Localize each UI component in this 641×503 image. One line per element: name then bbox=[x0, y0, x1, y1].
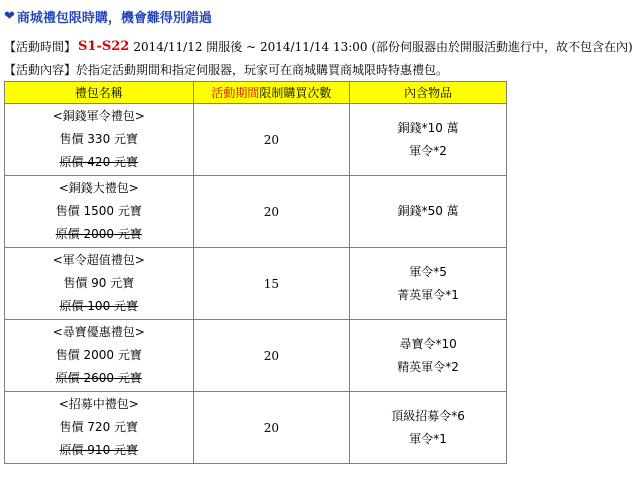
event-time-label: 【活動時間】 bbox=[4, 39, 77, 54]
heart-icon: ❤ bbox=[4, 8, 15, 24]
pack-original-price: 原價 100 元寶 bbox=[59, 299, 139, 313]
content-item: 精英軍令*2 bbox=[397, 359, 459, 374]
pack-sale-price: 售價 2000 元寶 bbox=[55, 348, 142, 362]
server-range: S1-S22 bbox=[78, 38, 130, 54]
pack-sale-price: 售價 330 元寶 bbox=[59, 132, 139, 146]
purchase-limit-cell: 15 bbox=[193, 248, 350, 320]
header-purchase-limit bbox=[193, 82, 350, 104]
content-item: 菁英軍令*1 bbox=[397, 287, 459, 302]
header-limit-rest: 限制購買次數 bbox=[259, 86, 332, 100]
pack-original-price: 原價 420 元寶 bbox=[59, 155, 139, 169]
content-item: 軍令*2 bbox=[409, 143, 447, 158]
event-content-line bbox=[4, 60, 448, 78]
pack-name-cell bbox=[5, 392, 194, 464]
purchase-limit-cell: 20 bbox=[193, 320, 350, 392]
contents-cell bbox=[350, 104, 507, 176]
table-row bbox=[5, 320, 507, 392]
pack-sale-price: 售價 720 元寶 bbox=[59, 420, 139, 434]
table-header-row bbox=[5, 82, 507, 104]
page-title bbox=[4, 6, 212, 26]
contents-cell bbox=[350, 392, 507, 464]
table-row bbox=[5, 104, 507, 176]
content-item: 銅錢*50 萬 bbox=[397, 204, 459, 218]
purchase-limit-cell: 20 bbox=[193, 176, 350, 248]
pack-sale-price: 售價 1500 元寶 bbox=[55, 204, 142, 218]
pack-name-cell bbox=[5, 320, 194, 392]
event-content-text: 於指定活動期間和指定伺服器，玩家可在商城購買商城限時特惠禮包。 bbox=[76, 62, 449, 77]
pack-name: <銅錢軍令禮包> bbox=[52, 109, 145, 123]
table-row bbox=[5, 248, 507, 320]
contents-cell bbox=[350, 320, 507, 392]
pack-name: <銅錢大禮包> bbox=[58, 181, 139, 195]
pack-original-price: 原價 910 元寶 bbox=[59, 443, 139, 457]
pack-original-price: 原價 2000 元寶 bbox=[55, 227, 142, 241]
gift-pack-table bbox=[4, 81, 507, 464]
pack-name: <尋寶優惠禮包> bbox=[52, 325, 145, 339]
pack-name-cell bbox=[5, 176, 194, 248]
pack-name-cell bbox=[5, 104, 194, 176]
table-row bbox=[5, 176, 507, 248]
pack-name-cell bbox=[5, 248, 194, 320]
content-item: 軍令*1 bbox=[409, 431, 447, 446]
event-time-line bbox=[4, 37, 633, 55]
purchase-limit-cell: 20 bbox=[193, 104, 350, 176]
pack-name: <招募中禮包> bbox=[58, 397, 139, 411]
purchase-limit-cell: 20 bbox=[193, 392, 350, 464]
contents-cell bbox=[350, 176, 507, 248]
event-time-detail: 2014/11/12 開服後 ~ 2014/11/14 13:00 (部份伺服器由於開服活動進行中，故不包含在內) bbox=[133, 39, 633, 54]
pack-sale-price: 售價 90 元寶 bbox=[63, 276, 135, 290]
content-item: 軍令*5 bbox=[409, 264, 447, 279]
pack-original-price: 原價 2600 元寶 bbox=[55, 371, 142, 385]
event-content-label: 【活動內容】 bbox=[4, 62, 77, 77]
header-contents: 內含物品 bbox=[350, 82, 507, 104]
content-item: 尋寶令*10 bbox=[399, 336, 457, 351]
content-item: 頂級招募令*6 bbox=[391, 408, 465, 423]
content-item: 銅錢*10 萬 bbox=[397, 120, 459, 135]
contents-cell bbox=[350, 248, 507, 320]
header-pack-name: 禮包名稱 bbox=[5, 82, 194, 104]
pack-name: <軍令超值禮包> bbox=[52, 253, 145, 267]
header-limit-highlight: 活動期間 bbox=[211, 86, 260, 100]
page-title-text: 商城禮包限時購，機會難得別錯過 bbox=[16, 10, 212, 26]
table-row bbox=[5, 392, 507, 464]
